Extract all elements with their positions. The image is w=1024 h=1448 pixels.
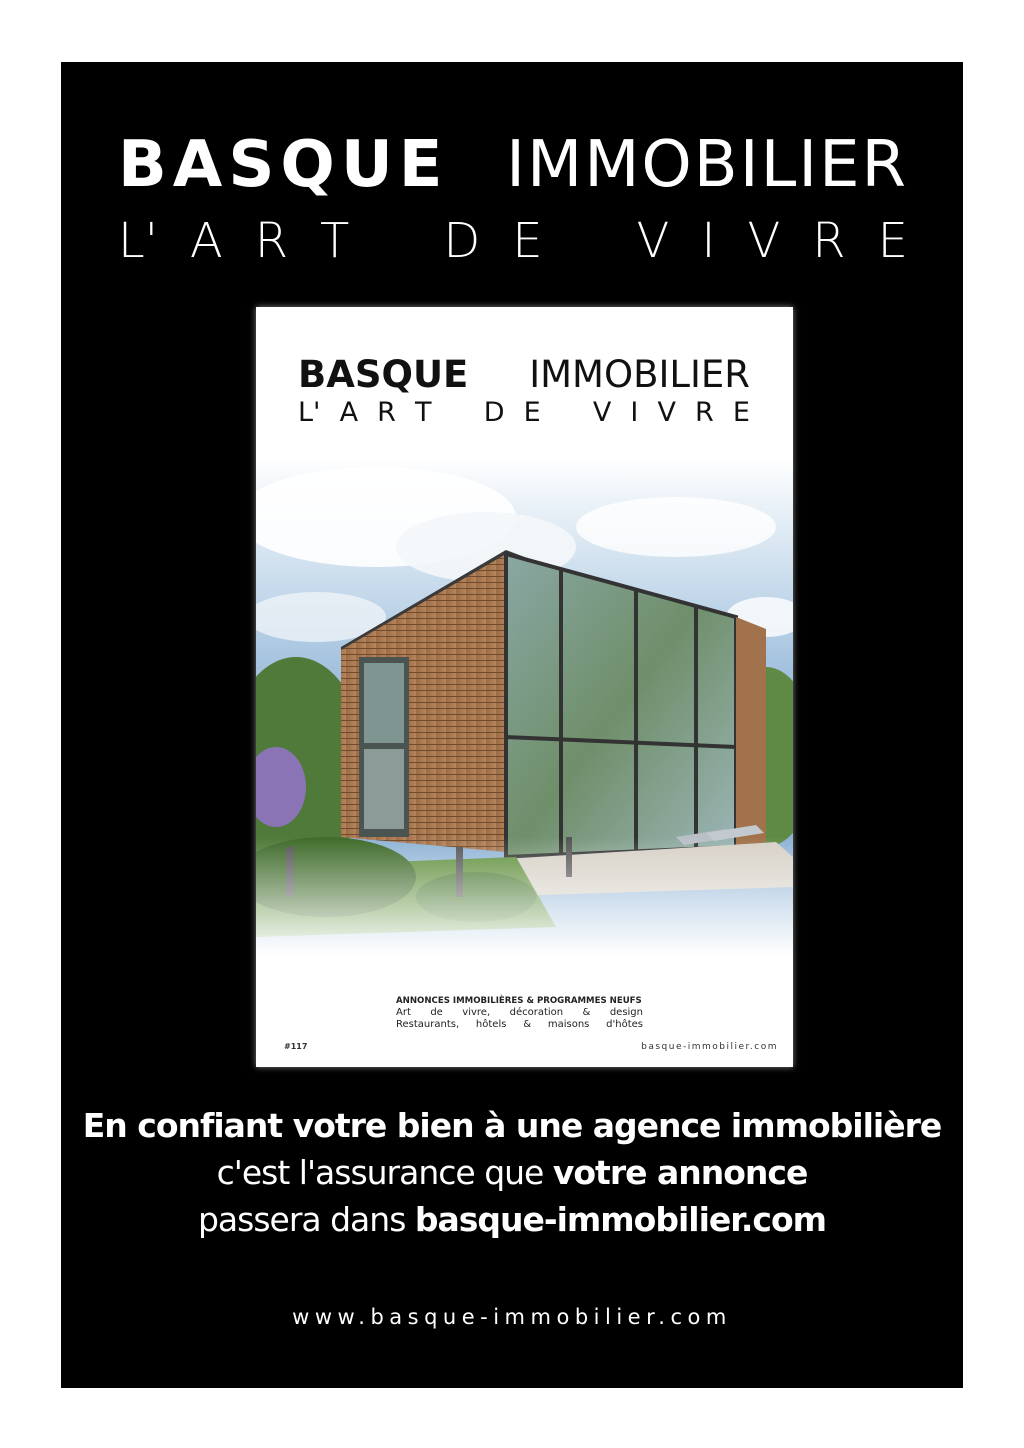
tagline-letter: T	[320, 213, 350, 269]
cover-info	[396, 995, 643, 1031]
tagline-letter: R	[254, 213, 289, 269]
cover-tagline-letter: V	[592, 397, 612, 428]
website-link[interactable]: www.basque-immobilier.com	[292, 1305, 732, 1329]
cover-tagline-letter: T	[415, 397, 432, 428]
cover-tagline-letter: R	[377, 397, 396, 428]
tagline-letter: R	[812, 213, 846, 269]
tagline-letter: E	[877, 213, 908, 269]
cover-title	[298, 351, 750, 399]
cover-tagline-letter: E	[732, 397, 750, 428]
message-line-2-light: c'est l'assurance que	[216, 1153, 553, 1192]
message-line-1: En confiant votre bien à une agence immobilière	[82, 1106, 942, 1145]
house-photo	[256, 457, 793, 957]
brand-title	[118, 130, 908, 200]
cover-tagline-letter: E	[523, 397, 541, 428]
brand-title-light: IMMOBILIER	[506, 128, 908, 202]
message-line-2-bold: votre annonce	[552, 1153, 808, 1192]
tagline-letter: V	[636, 213, 670, 269]
cover-tagline-letter: V	[657, 397, 676, 428]
message-line-3-light: passera dans	[197, 1200, 415, 1239]
cover-url: basque-immobilier.com	[641, 1042, 778, 1052]
tagline-letter: D	[443, 213, 481, 269]
tagline-letter: A	[189, 213, 223, 269]
cover-tagline-letter: I	[630, 397, 639, 428]
cover-tagline	[298, 396, 750, 430]
brand-tagline	[118, 213, 908, 269]
cover-tagline-letter: A	[339, 397, 359, 428]
cover-title-bold: BASQUE	[298, 353, 469, 396]
cover-issue-number: #117	[284, 1042, 308, 1051]
cover-info-line2: Art de vivre, décoration & design	[396, 1007, 643, 1018]
tagline-letter: I	[701, 213, 716, 269]
message-line-3-bold: basque-immobilier.com	[414, 1200, 827, 1239]
cover-tagline-letter: R	[695, 397, 714, 428]
brand-title-bold: BASQUE	[118, 128, 449, 202]
tagline-letter: L'	[118, 213, 158, 269]
cover-info-line1: ANNONCES IMMOBILIÈRES & PROGRAMMES NEUFS	[396, 996, 642, 1006]
message-line-3	[61, 1200, 963, 1239]
magazine-cover	[256, 307, 793, 1067]
cover-tagline-letter: D	[483, 397, 505, 428]
tagline-letter: E	[512, 213, 543, 269]
tagline-letter: V	[747, 213, 781, 269]
cover-info-line3: Restaurants, hôtels & maisons d'hôtes	[396, 1019, 643, 1030]
cover-tagline-letter: L'	[298, 397, 321, 428]
message-line-2	[61, 1153, 963, 1192]
cover-title-light: IMMOBILIER	[529, 353, 750, 396]
